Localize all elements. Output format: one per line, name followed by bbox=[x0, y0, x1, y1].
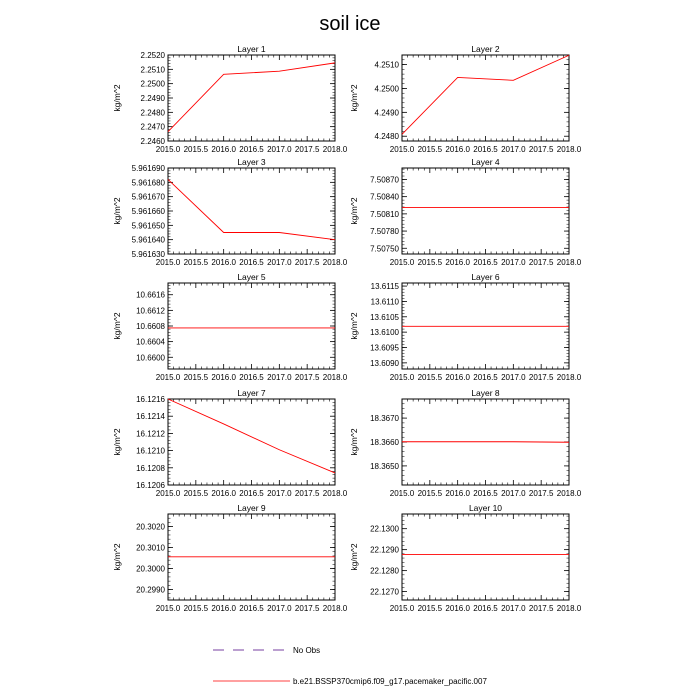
y-tick-label: 2.2460 bbox=[140, 137, 165, 146]
series-line bbox=[402, 55, 569, 134]
x-tick-label: 2017.0 bbox=[267, 604, 292, 613]
x-tick-label: 2016.5 bbox=[239, 489, 264, 498]
y-tick-label: 22.1290 bbox=[370, 545, 399, 555]
x-tick-label: 2017.0 bbox=[267, 489, 292, 498]
y-tick-label: 7.50780 bbox=[370, 227, 399, 237]
x-tick-label: 2018.0 bbox=[322, 258, 348, 267]
panel-title: Layer 6 bbox=[471, 272, 500, 282]
y-tick-label: 5.961630 bbox=[131, 250, 165, 259]
y-tick-label: 7.50840 bbox=[370, 192, 399, 202]
y-tick-label: 16.1212 bbox=[136, 429, 165, 439]
x-tick-label: 2016.0 bbox=[445, 145, 470, 154]
panel-title: Layer 1 bbox=[237, 44, 266, 54]
x-tick-label: 2016.5 bbox=[473, 373, 498, 382]
y-tick-label: 4.2490 bbox=[374, 108, 399, 118]
y-tick-label: 7.50750 bbox=[370, 244, 399, 254]
y-tick-label: 16.1206 bbox=[136, 481, 165, 490]
x-tick-label: 2015.5 bbox=[417, 258, 443, 267]
x-tick-label: 2018.0 bbox=[556, 145, 582, 154]
x-tick-label: 2015.5 bbox=[183, 145, 209, 154]
x-tick-label: 2015.0 bbox=[155, 489, 181, 498]
y-axis-label: kg/m^2 bbox=[112, 84, 122, 112]
x-tick-label: 2017.5 bbox=[294, 258, 320, 267]
x-tick-label: 2017.0 bbox=[501, 373, 526, 382]
legend-label-no-obs: No Obs bbox=[293, 646, 321, 655]
x-tick-label: 2015.5 bbox=[417, 145, 443, 154]
panel-layer-2 bbox=[349, 44, 582, 154]
x-tick-label: 2015.5 bbox=[183, 258, 209, 267]
series-line bbox=[168, 63, 335, 132]
y-axis-label: kg/m^2 bbox=[112, 543, 122, 571]
panel-title: Layer 10 bbox=[468, 503, 503, 513]
y-tick-label: 10.6608 bbox=[136, 322, 165, 331]
y-tick-label: 10.6616 bbox=[136, 290, 165, 300]
y-tick-label: 2.2470 bbox=[140, 122, 165, 132]
x-tick-label: 2017.5 bbox=[528, 604, 554, 613]
panel-title: Layer 2 bbox=[471, 44, 500, 54]
panel-layer-7 bbox=[112, 388, 348, 498]
x-tick-label: 2018.0 bbox=[322, 373, 348, 382]
x-tick-label: 2015.5 bbox=[183, 604, 209, 613]
panel-layer-1 bbox=[112, 44, 348, 154]
x-tick-label: 2016.0 bbox=[211, 258, 236, 267]
x-tick-label: 2017.0 bbox=[267, 373, 292, 382]
x-tick-label: 2017.0 bbox=[501, 258, 526, 267]
y-tick-label: 16.1214 bbox=[136, 412, 165, 422]
y-tick-label: 2.2490 bbox=[140, 94, 165, 103]
x-tick-label: 2016.0 bbox=[445, 373, 470, 382]
y-tick-label: 16.1210 bbox=[136, 446, 165, 456]
x-tick-label: 2017.5 bbox=[528, 373, 554, 382]
y-tick-label: 13.6100 bbox=[370, 328, 399, 338]
y-tick-label: 13.6110 bbox=[370, 297, 399, 307]
y-tick-label: 2.2510 bbox=[140, 65, 165, 75]
x-tick-label: 2016.0 bbox=[445, 604, 470, 613]
panel-title: Layer 9 bbox=[237, 503, 266, 513]
y-tick-label: 2.2520 bbox=[140, 51, 165, 60]
x-tick-label: 2016.5 bbox=[473, 258, 498, 267]
series-line bbox=[168, 399, 335, 473]
x-tick-label: 2015.0 bbox=[389, 489, 415, 498]
legend-item-model bbox=[213, 677, 487, 686]
panel-layer-9 bbox=[112, 503, 348, 613]
y-tick-label: 16.1208 bbox=[136, 463, 165, 473]
x-tick-label: 2018.0 bbox=[322, 145, 348, 154]
panel-layer-10 bbox=[349, 503, 582, 613]
x-tick-label: 2017.5 bbox=[294, 604, 320, 613]
plot-frame bbox=[402, 514, 569, 600]
x-tick-label: 2016.0 bbox=[445, 489, 470, 498]
y-tick-label: 4.2480 bbox=[374, 132, 399, 142]
panel-layer-6 bbox=[349, 272, 582, 382]
x-tick-label: 2017.0 bbox=[267, 258, 292, 267]
legend bbox=[213, 646, 487, 686]
panel-layer-3 bbox=[112, 157, 348, 267]
panel-title: Layer 8 bbox=[471, 388, 500, 398]
panel-title: Layer 3 bbox=[237, 157, 266, 167]
x-tick-label: 2016.0 bbox=[211, 604, 236, 613]
legend-item-no-obs bbox=[213, 646, 320, 655]
panel-layer-8 bbox=[349, 388, 582, 498]
y-tick-label: 10.6600 bbox=[136, 353, 165, 363]
y-tick-label: 13.6115 bbox=[370, 282, 399, 292]
panel-title: Layer 7 bbox=[237, 388, 266, 398]
y-tick-label: 2.2500 bbox=[140, 79, 165, 89]
plot-frame bbox=[168, 55, 335, 141]
x-tick-label: 2016.0 bbox=[211, 489, 236, 498]
y-tick-label: 22.1300 bbox=[370, 524, 399, 534]
x-tick-label: 2017.5 bbox=[294, 145, 320, 154]
x-tick-label: 2016.5 bbox=[239, 604, 264, 613]
y-axis-label: kg/m^2 bbox=[349, 543, 359, 571]
x-tick-label: 2015.0 bbox=[389, 373, 415, 382]
panel-layer-5 bbox=[112, 272, 348, 382]
y-tick-label: 4.2510 bbox=[374, 60, 399, 70]
y-tick-label: 18.3670 bbox=[370, 414, 399, 424]
x-tick-label: 2017.5 bbox=[294, 373, 320, 382]
y-axis-label: kg/m^2 bbox=[349, 197, 359, 225]
x-tick-label: 2015.5 bbox=[183, 489, 209, 498]
panel-title: Layer 4 bbox=[471, 157, 500, 167]
y-tick-label: 10.6604 bbox=[136, 337, 165, 347]
x-tick-label: 2015.0 bbox=[389, 604, 415, 613]
x-tick-label: 2015.5 bbox=[417, 373, 443, 382]
y-tick-label: 13.6105 bbox=[370, 312, 399, 322]
x-tick-label: 2016.5 bbox=[239, 373, 264, 382]
panel-title: Layer 5 bbox=[237, 272, 266, 282]
plot-frame bbox=[168, 283, 335, 369]
y-tick-label: 5.961650 bbox=[131, 221, 165, 231]
x-tick-label: 2015.0 bbox=[155, 604, 181, 613]
x-tick-label: 2017.5 bbox=[528, 258, 554, 267]
x-tick-label: 2016.5 bbox=[473, 604, 498, 613]
y-tick-label: 16.1216 bbox=[136, 395, 165, 404]
x-tick-label: 2017.5 bbox=[294, 489, 320, 498]
y-tick-label: 4.2500 bbox=[374, 84, 399, 94]
y-tick-label: 20.3010 bbox=[136, 543, 165, 553]
x-tick-label: 2015.0 bbox=[389, 145, 415, 154]
y-tick-label: 5.961660 bbox=[131, 207, 165, 216]
series-line bbox=[168, 179, 335, 239]
x-tick-label: 2018.0 bbox=[322, 604, 348, 613]
y-tick-label: 13.6095 bbox=[370, 343, 399, 353]
y-tick-label: 18.3660 bbox=[370, 438, 399, 447]
x-tick-label: 2015.5 bbox=[417, 604, 443, 613]
y-tick-label: 20.2990 bbox=[136, 585, 165, 595]
plot-frame bbox=[168, 399, 335, 485]
y-tick-label: 5.961670 bbox=[131, 192, 165, 202]
y-tick-label: 7.50810 bbox=[370, 209, 399, 219]
y-tick-label: 13.6090 bbox=[370, 358, 399, 368]
plot-frame bbox=[402, 55, 569, 141]
x-tick-label: 2017.5 bbox=[528, 145, 554, 154]
plot-frame bbox=[402, 168, 569, 254]
x-tick-label: 2017.0 bbox=[501, 145, 526, 154]
y-axis-label: kg/m^2 bbox=[349, 428, 359, 456]
x-tick-label: 2018.0 bbox=[556, 489, 582, 498]
x-tick-label: 2016.5 bbox=[473, 489, 498, 498]
y-tick-label: 20.3000 bbox=[136, 564, 165, 574]
y-axis-label: kg/m^2 bbox=[112, 312, 122, 340]
x-tick-label: 2015.0 bbox=[155, 145, 181, 154]
y-tick-label: 18.3650 bbox=[370, 461, 399, 471]
plot-frame bbox=[168, 168, 335, 254]
x-tick-label: 2015.0 bbox=[389, 258, 415, 267]
x-tick-label: 2018.0 bbox=[556, 258, 582, 267]
y-tick-label: 5.961690 bbox=[131, 164, 165, 173]
x-tick-label: 2017.5 bbox=[528, 489, 554, 498]
x-tick-label: 2016.5 bbox=[473, 145, 498, 154]
x-tick-label: 2018.0 bbox=[556, 604, 582, 613]
y-tick-label: 22.1270 bbox=[370, 587, 399, 597]
x-tick-label: 2016.5 bbox=[239, 145, 264, 154]
x-tick-label: 2017.0 bbox=[501, 489, 526, 498]
x-tick-label: 2015.0 bbox=[155, 373, 181, 382]
x-tick-label: 2015.5 bbox=[417, 489, 443, 498]
panels bbox=[112, 44, 582, 613]
x-tick-label: 2016.0 bbox=[445, 258, 470, 267]
y-tick-label: 2.2480 bbox=[140, 108, 165, 118]
x-tick-label: 2015.0 bbox=[155, 258, 181, 267]
y-axis-label: kg/m^2 bbox=[112, 197, 122, 225]
legend-label-model: b.e21.BSSP370cmip6.f09_g17.pacemaker_pacific.007 bbox=[293, 677, 487, 686]
y-axis-label: kg/m^2 bbox=[349, 84, 359, 112]
x-tick-label: 2016.0 bbox=[211, 373, 236, 382]
x-tick-label: 2016.0 bbox=[211, 145, 236, 154]
y-tick-label: 5.961640 bbox=[131, 235, 165, 245]
y-tick-label: 22.1280 bbox=[370, 566, 399, 576]
panel-layer-4 bbox=[349, 157, 582, 267]
x-tick-label: 2017.0 bbox=[501, 604, 526, 613]
x-tick-label: 2018.0 bbox=[556, 373, 582, 382]
figure-title: soil ice bbox=[319, 13, 381, 35]
y-axis-label: kg/m^2 bbox=[349, 312, 359, 340]
y-tick-label: 10.6612 bbox=[136, 306, 165, 316]
x-tick-label: 2015.5 bbox=[183, 373, 209, 382]
x-tick-label: 2016.5 bbox=[239, 258, 264, 267]
y-tick-label: 20.3020 bbox=[136, 522, 165, 532]
y-tick-label: 7.50870 bbox=[370, 175, 399, 185]
y-axis-label: kg/m^2 bbox=[112, 428, 122, 456]
x-tick-label: 2017.0 bbox=[267, 145, 292, 154]
x-tick-label: 2018.0 bbox=[322, 489, 348, 498]
y-tick-label: 5.961680 bbox=[131, 178, 165, 188]
